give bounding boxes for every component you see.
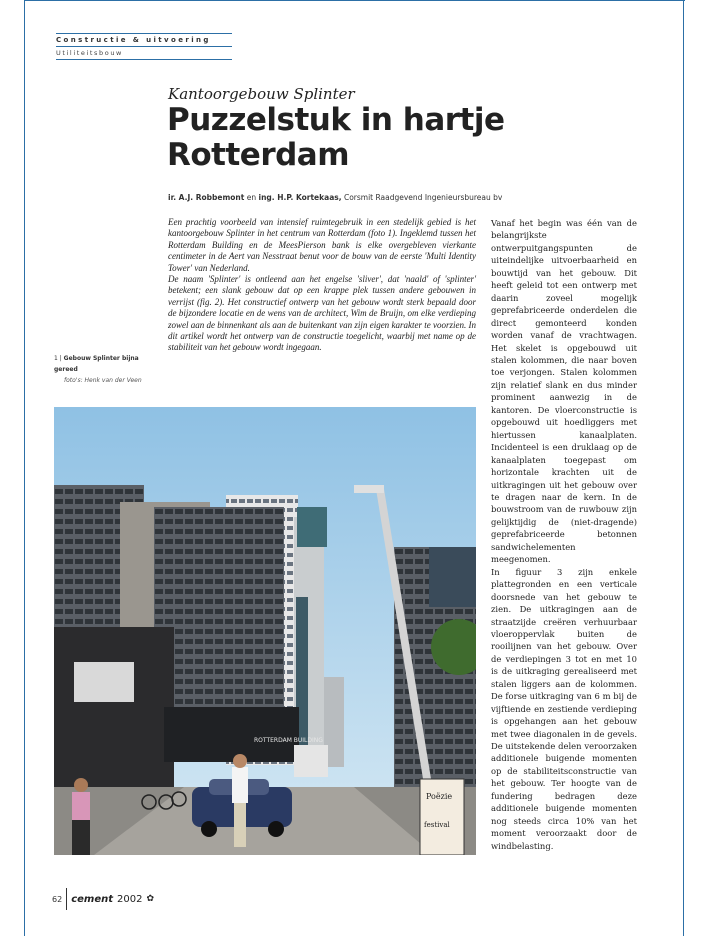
podium-left [54,627,174,787]
article-subtitle: Kantoorgebouw Splinter [168,85,355,103]
article-title: Puzzelstuk in hartje Rotterdam [167,102,505,173]
kicker-rule [56,59,232,60]
figure-credit: foto's: Henk van der Veen [64,377,142,384]
podium-entrance [164,707,299,762]
poster-text: festival [424,821,450,829]
body-paragraph: In figuur 3 zijn enkele plattegronden en een verticale doorsnede van het gebouw te zien. De uitkragingen aan de straatzijde creëren verhuurbaar vloeroppervlak buiten de rooilijnen van het gebouw. Over de verdiepingen 3 tot en met 10 is de uitkraging gerealiseerd met stalen liggers aan de kolommen. De forse uitkraging van 6 m bij de vijftiende en zestiende verdieping is opgehangen aan het gebouw met twee diagonalen in de gevels. De uitstekende delen veroorzaken additionele buigende momenten op de stabiliteitsconstructie van het gebouw. Ter hoogte van de fundering bedragen deze additionele buigende momenten nog steeds circa 10% van het moment veroorzaakt door de windbelasting. [491,566,637,851]
car-wheel [268,821,284,837]
lamp-head [354,485,384,493]
author-2: ing. H.P. Kortekaas, [258,193,342,202]
photo-illustration [54,407,476,855]
intro-paragraph: Een prachtig voorbeeld van intensief ruimtegebruik in een stedelijk gebied is het kantoorgebouw Splinter in het centrum van Rotterdam (foto 1). Ingeklemd tussen het Rotterdam Building en de MeesPierson bank is elke overgebleven vierkante centimeter in de Aert van Nesstraat benut voor de bouw van de eerste 'Multi Identity Tower' van Nederland. [168,217,476,273]
article-intro [168,217,476,354]
van [294,745,328,777]
meespierson-sign-block [429,547,476,607]
section-category: Constructie & uitvoering [56,36,211,44]
building-sign: ROTTERDAM BUILDING [254,737,323,744]
page-footer [52,886,154,912]
building-photo [54,407,476,855]
man-trousers [234,803,246,847]
magazine-year: 2002 [117,893,143,905]
page-number: 62 [52,894,63,904]
author-1: ir. A.J. Robbemont [168,193,245,202]
man-head [233,754,247,768]
figure-caption [54,353,154,386]
splinter-cantilever [297,507,327,547]
woman-skirt [72,820,90,855]
footer-divider [66,888,67,910]
woman-head [74,778,88,792]
magazine-name: cement [71,893,113,905]
figure-caption-text: Gebouw Splinter bijna gereed [54,355,139,373]
section-subcategory: Utiliteitsbouw [56,49,123,57]
section-kicker [56,33,232,60]
car-wheel [201,821,217,837]
article-body [491,217,637,852]
author-joiner: en [244,193,259,202]
woman-top [72,792,90,820]
figure-number: 1 | [54,355,62,362]
festival-poster [420,779,464,855]
author-affiliation: Corsmit Raadgevend Ingenieursbureau bv [341,193,503,202]
podium-window [74,662,134,702]
intro-paragraph: De naam 'Splinter' is ontleend aan het engelse 'sliver', dat 'naald' of 'splinter' betekent; een slank gebouw dat op een krappe plek tussen andere gebouwen in verrijst (fig. 2). Het constructief ontwerp van het gebouw wordt sterk bepaald door de bijzondere locatie en de wens van de architect, Wim de Bruijn, om elke verdieping zowel aan de binnenkant als aan de buitenkant van zijn eigen karakter te voorzien. In dit artikel wordt het ontwerp van de constructie toegelicht, waarbij met name op de stabiliteit van het gebouw wordt ingegaan. [168,274,476,353]
body-paragraph: Vanaf het begin was één van de belangrijkste ontwerpuitgangspunten de uiteindelijke uitvoerbaarheid en bouwtijd van het gebouw. Dit heeft geleid tot een ontwerp met daarin zoveel mogelijk geprefabriceerde onderdelen die direct gemonteerd konden worden vanaf de vrachtwagen. Het skelet is opgebouwd uit stalen kolommen, die naar boven toe verjongen. Stalen kolommen zijn relatief slank en dus minder prominent aanwezig in de kantoren. De vloerconstructie is opgebouwd uit hoedliggers met hiertussen kanaalplaten. Incidenteel is een druklaag op de kanaalplaten toegepast om horizontale krachten uit de uitkragingen uit het gebouw over te dragen naar de kern. In de bouwstroom van de ruwbouw zijn gelijktijdig de (niet-dragende) geprefabriceerde betonnen sandwichelementen meegenomen. [491,218,637,565]
man-shirt [232,767,248,803]
article-authors [168,193,502,202]
flower-logo-icon: ✿ [146,894,154,904]
poster-text: Poëzie [426,792,453,801]
